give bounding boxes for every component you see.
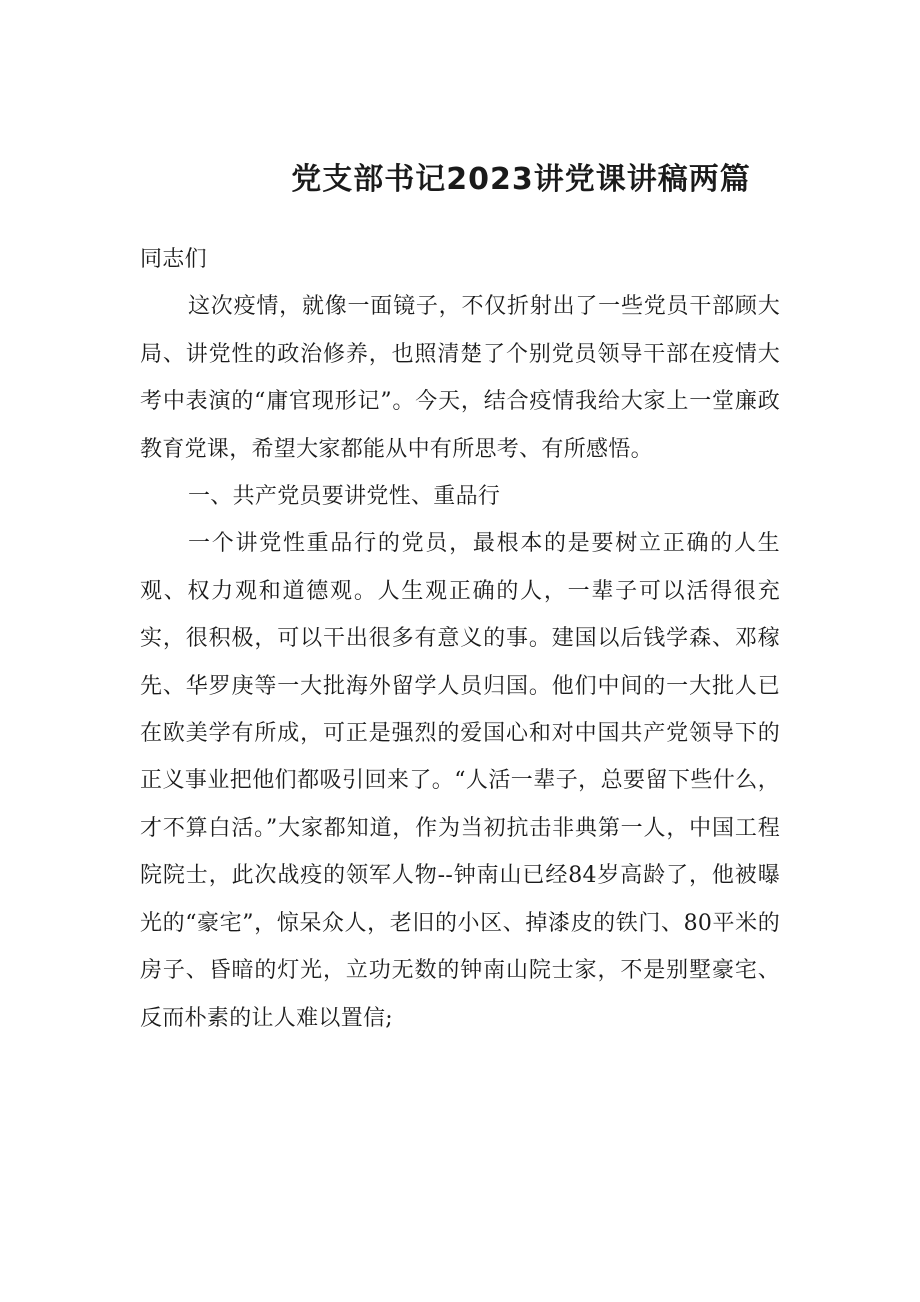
paragraph-intro: 这次疫情，就像一面镜子，不仅折射出了一些党员干部顾大局、讲党性的政治修养，也照清楚了个别党员领导干部在疫情大考中表演的“庸官现形记”。今天，结合疫情我给大家上一堂廉政教育党课，希望大家都能从中有所思考、有所感悟。 [140, 294, 780, 462]
document-title: 党支部书记2023讲党课讲稿两篇 [291, 162, 751, 197]
paragraph-section-1: 一个讲党性重品行的党员，最根本的是要树立正确的人生观、权力观和道德观。人生观正确的人，一辈子可以活得很充实，很积极，可以干出很多有意义的事。建国以后钱学森、邓稼先、华罗庚等一大批海外留学人员归国。他们中间的一大批人已在欧美学有所成，可正是强烈的爱国心和对中国共产党领导下的正义事业把他们都吸引回来了。“人活一辈子，总要留下些什么，才不算白活。”大家都知道，作为当初抗击非典第一人，中国工程院院士，此次战疫的领军人物--钟南山已经84岁高龄了，他被曝光的“豪宅”，惊呆众人，老旧的小区、掉漆皮的铁门、80平米的房子、昏暗的灯光，立功无数的钟南山院士家，不是别墅豪宅、反而朴素的让人难以置信; [140, 531, 780, 1031]
salutation: 同志们 [140, 247, 207, 272]
section-heading-1: 一、共产党员要讲党性、重品行 [188, 484, 501, 510]
document-body [140, 236, 780, 1042]
